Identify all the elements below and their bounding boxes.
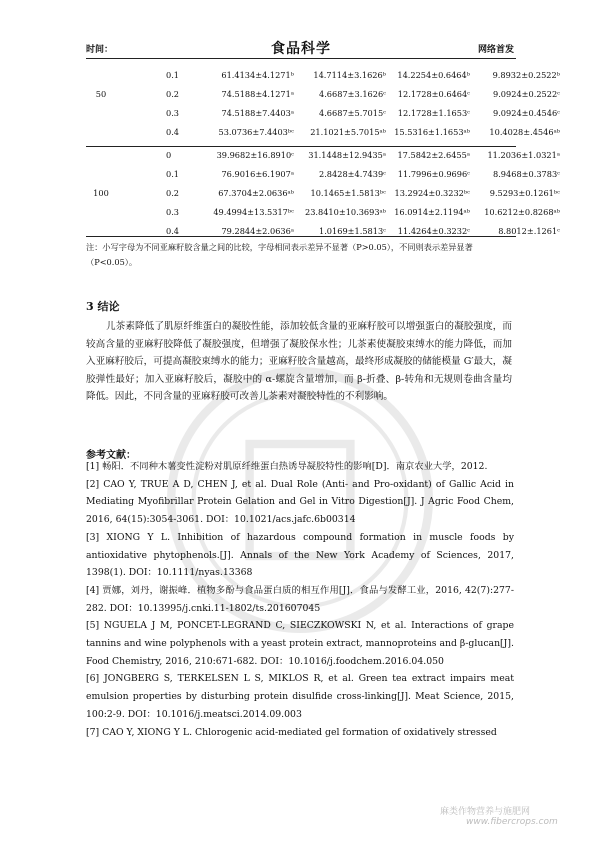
value-cell: 10.6212±0.8268ᵃᵇ xyxy=(484,207,560,217)
value-cell: 14.7114±3.1626ᵇ xyxy=(313,70,386,80)
value-cell: 1.0169±1.5813ᶜ xyxy=(319,226,386,236)
value-cell: 16.0914±2.1194ᵃᵇ xyxy=(394,207,470,217)
value-cell: 12.1728±1.1653ᶜ xyxy=(397,108,470,118)
value-cell: 9.5293±0.1261ᵇᶜ xyxy=(489,188,560,198)
table-row xyxy=(86,188,560,204)
table-row xyxy=(86,70,560,86)
level-cell: 0.4 xyxy=(166,226,180,236)
value-cell: 39.9682±16.8910ᶜ xyxy=(216,150,294,160)
journal-name: 食品科学 xyxy=(271,41,331,57)
value-cell: 74.5188±4.1271ᵃ xyxy=(221,89,294,99)
page-header xyxy=(86,38,516,58)
level-cell: 0.1 xyxy=(166,169,180,179)
value-cell: 2.8428±4.7439ᶜ xyxy=(319,169,386,179)
level-cell: 0.2 xyxy=(166,89,180,99)
reference-item: [4] 贾娜，刘丹，谢振峰．植物多酚与食品蛋白质的相互作用[J]．食品与发酵工业，2016, 42(7):277-282. DOI：10.13995/j.cnki.11-1802/ts.201607045 xyxy=(86,584,514,614)
value-cell: 21.1021±5.7015ᵃᵇ xyxy=(310,127,386,137)
reference-item: [1] 畅阳．不同种木薯变性淀粉对肌原纤维蛋白热诱导凝胶特性的影响[D]．南京农业大学，2012. xyxy=(86,461,488,472)
level-cell: 0.4 xyxy=(166,127,180,137)
table-row xyxy=(86,207,560,223)
level-cell: 0.3 xyxy=(166,207,180,217)
reference-item: [2] CAO Y, TRUE A D, CHEN J, et al. Dual Role (Anti- and Pro-oxidant) of Gallic Acid in Mediating Myofibrillar Protein Gelation and Gel in Vitro Digestion[J]. J Agric Food Chem, 2016, 64(15):3054-3061. DOI：10.1021/acs.jafc.6b00314 xyxy=(86,478,514,526)
watermark-site-name: 麻类作物营养与施肥网 xyxy=(440,807,531,817)
value-cell: 23.8410±10.3693ᵃᵇ xyxy=(304,207,386,217)
table-note: 注：小写字母为不同亚麻籽胶含量之间的比较，字母相同表示差异不显著（P>0.05），不同则表示差异显著（P<0.05）。 xyxy=(86,242,473,267)
value-cell: 8.9468±0.3783ᶜ xyxy=(493,169,560,179)
reference-item: [5] NGUELA J M, PONCET-LEGRAND C, SIECZKOWSKI N, et al. Interactions of grape tannins and wine polyphenols with a yeast protein extract, mannoproteins and β-glucan[J]. Food Chemistry, 2016, 210:671-682. DOI：10.1016/j.foodchem.2016.04.050 xyxy=(86,620,514,667)
value-cell: 61.4134±4.1271ᵇ xyxy=(221,70,294,80)
table-row xyxy=(86,108,560,124)
header-rule xyxy=(86,58,516,59)
table-bottom-rule xyxy=(86,236,516,237)
header-online-first: 网络首发 xyxy=(477,45,514,55)
group-cell: 100 xyxy=(93,188,109,198)
value-cell: 31.1448±12.9435ᵃ xyxy=(308,150,386,160)
conclusion-paragraph: 儿茶素降低了肌原纤维蛋白的凝胶性能，添加较低含量的亚麻籽胶可以增强蛋白的凝胶强度，而较高含量的亚麻籽胶降低了凝胶强度，但增强了凝胶保水性；儿茶素使凝胶束缚水的能力降低，而加入亚麻籽胶后，可提高凝胶束缚水的能力；亚麻籽胶含量越高，最终形成凝胶的储能模量 G′最大，凝胶弹性最好；加入亚麻籽胶后，凝胶中的 α-螺旋含量增加，而 β-折叠、β-转角和无规则卷曲含量均降低。因此，不同含量的亚麻籽胶可改善儿茶素对凝胶特性的不利影响。 xyxy=(86,321,512,403)
level-cell: 0.3 xyxy=(166,108,180,118)
value-cell: 4.6687±5.7015ᶜ xyxy=(319,108,386,118)
value-cell: 14.2254±0.6464ᵇ xyxy=(397,70,470,80)
value-cell: 11.7996±0.9696ᶜ xyxy=(397,169,470,179)
group-divider xyxy=(86,146,516,147)
value-cell: 10.4028±.4546ᵃᵇ xyxy=(489,127,560,137)
value-cell: 76.9016±6.1907ᵃ xyxy=(221,169,294,179)
value-cell: 11.2036±1.0321ᵃ xyxy=(487,150,560,160)
table-row xyxy=(86,89,560,105)
value-cell: 17.5842±2.6455ᵃ xyxy=(397,150,470,160)
level-cell: 0 xyxy=(166,150,172,160)
value-cell: 8.8012±.1261ᶜ xyxy=(498,226,560,236)
value-cell: 79.2844±2.0636ᵃ xyxy=(221,226,294,236)
references-heading: 参考文献： xyxy=(86,450,136,461)
value-cell: 74.5188±7.4403ᵃ xyxy=(221,108,294,118)
value-cell: 15.5316±1.1653ᵃᵇ xyxy=(394,127,470,137)
group-cell: 50 xyxy=(95,89,107,99)
value-cell: 9.0924±0.2522ᶜ xyxy=(493,89,560,99)
header-time-label: 时间： xyxy=(86,45,114,55)
table-row xyxy=(86,169,560,185)
value-cell: 53.0736±7.4403ᵇᶜ xyxy=(218,127,294,137)
value-cell: 13.2924±0.3232ᵇᶜ xyxy=(394,188,470,198)
section-heading: 3 结论 xyxy=(86,300,120,313)
value-cell: 67.3704±2.0636ᵃᵇ xyxy=(218,188,294,198)
level-cell: 0.1 xyxy=(166,70,180,80)
level-cell: 0.2 xyxy=(166,188,180,198)
reference-item: [3] XIONG Y L. Inhibition of hazardous compound formation in muscle foods by antioxidative phytophenols.[J]. Annals of the New York Academy of Sciences, 2017, 1398(1). DOI：10.1111/nyas.13368 xyxy=(86,531,514,579)
references-list xyxy=(86,458,514,741)
value-cell: 9.0924±0.4546ᶜ xyxy=(493,108,560,118)
reference-item: [6] JONGBERG S, TERKELSEN L S, MIKLOS R, et al. Green tea extract impairs meat emulsion properties by disturbing protein disulfide cross-linking[J]. Meat Science, 2015, 100:2-9. DOI：10.1016/j.meatsci.2014.09.003 xyxy=(86,673,514,720)
table-row xyxy=(86,150,560,166)
value-cell: 9.8932±0.2522ᵇ xyxy=(492,70,560,80)
value-cell: 12.1728±0.6464ᶜ xyxy=(397,89,470,99)
watermark-site-url: www.fibercrops.com xyxy=(466,817,558,827)
value-cell: 10.1465±1.5813ᵇᶜ xyxy=(310,188,386,198)
value-cell: 11.4264±0.3232ᶜ xyxy=(397,226,470,236)
reference-item: [7] CAO Y, XIONG Y L. Chlorogenic acid-mediated gel formation of oxidatively stressed xyxy=(86,726,497,738)
value-cell: 49.4994±13.5317ᵇᶜ xyxy=(213,207,294,217)
table-row xyxy=(86,127,560,143)
value-cell: 4.6687±3.1626ᶜ xyxy=(319,89,386,99)
